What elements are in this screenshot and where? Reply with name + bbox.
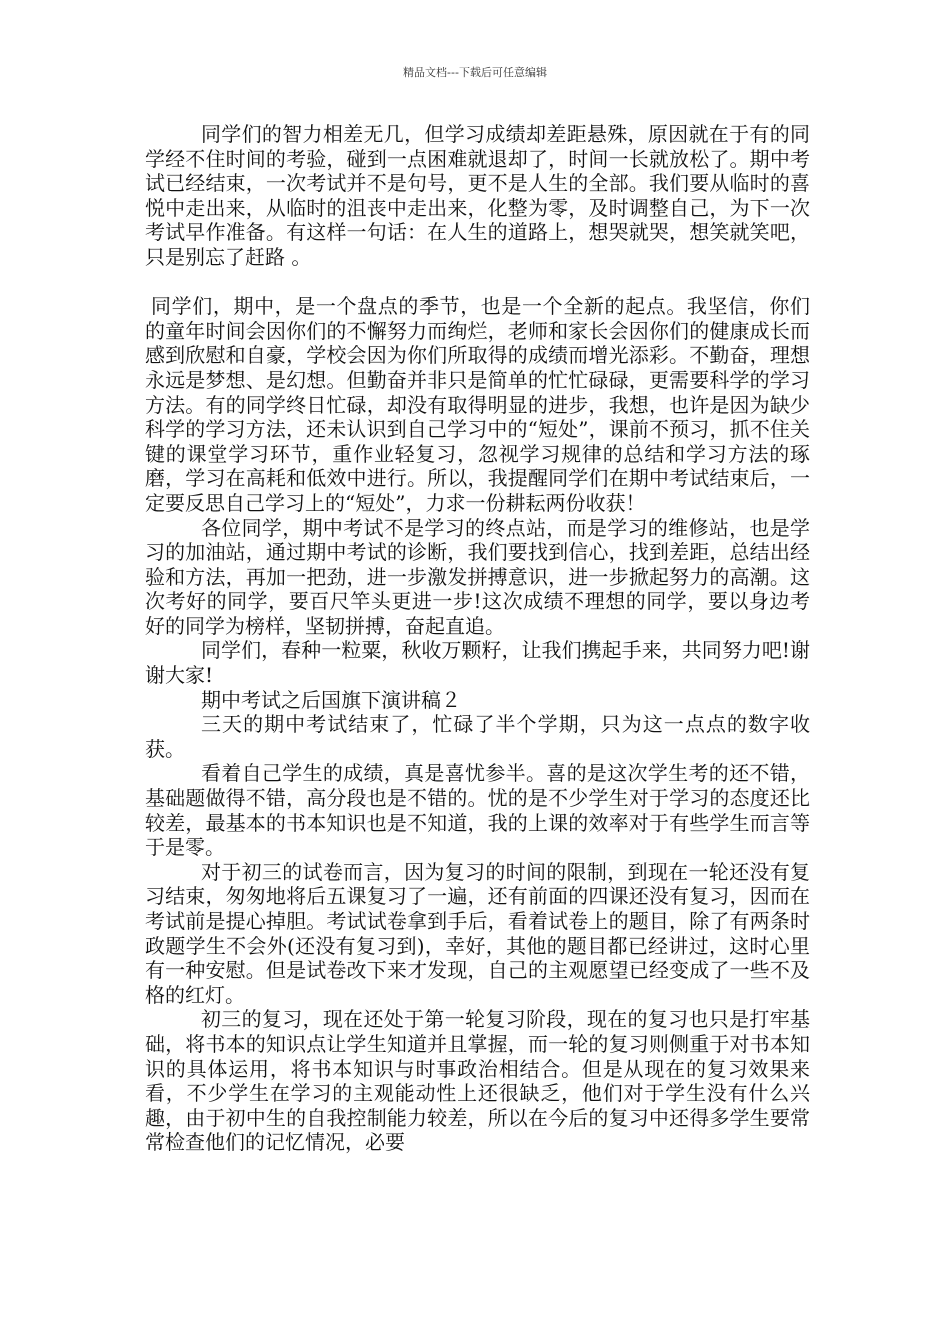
paragraph-2: 同学们，期中，是一个盘点的季节，也是一个全新的起点。我坚信，你们的童年时间会因你们的不懈努力而绚烂，老师和家长会因你们的健康成长而感到欣慰和自豪，学校会因为你们所取得的成绩而增光添彩。不勤奋，理想永远是梦想、是幻想。但勤奋并非只是简单的忙忙碌碌，更需要科学的学习方法。有的同学终日忙碌，却没有取得明显的进步，我想，也许是因为缺少科学的学习方法，还未认识到自己学习中的“短处”，课前不预习，抓不住关键的课堂学习环节，重作业轻复习，忽视学习规律的总结和学习方法的琢磨，学习在高耗和低效中进行。所以，我提醒同学们在期中考试结束后，一定要反思自己学习上的“短处”，力求一份耕耘两份收获！ (145, 294, 810, 515)
paragraph-5: 三天的期中考试结束了，忙碌了半个学期，只为这一点点的数字收获。 (145, 712, 810, 761)
paragraph-3: 各位同学，期中考试不是学习的终点站，而是学习的维修站，也是学习的加油站，通过期中考试的诊断，我们要找到信心，找到差距，总结出经验和方法，再加一把劲，进一步激发拼搏意识，进一步掀起努力的高潮。这次考好的同学，要百尺竿头更进一步!这次成绩不理想的同学，要以身边考好的同学为榜样，坚韧拼搏，奋起直追。 (145, 515, 810, 638)
paragraph-1: 同学们的智力相差无几，但学习成绩却差距悬殊，原因就在于有的同学经不住时间的考验，碰到一点困难就退却了，时间一长就放松了。期中考试已经结束，一次考试并不是句号，更不是人生的全部。我们要从临时的喜悦中走出来，从临时的沮丧中走出来，化整为零，及时调整自己，为下一次考试早作准备。有这样一句话：在人生的道路上，想哭就哭，想笑就笑吧，只是别忘了赶路 。 (145, 122, 810, 269)
paragraph-8: 初三的复习，现在还处于第一轮复习阶段，现在的复习也只是打牢基础，将书本的知识点让学生知道并且掌握，而一轮的复习则侧重于对书本知识的具体运用，将书本知识与时事政治相结合。但是从现在的复习效果来看，不少学生在学习的主观能动性上还很缺乏，他们对于学生没有什么兴趣，由于初中生的自我控制能力较差，所以在今后的复习中还得多学生要常常检查他们的记忆情况，必要 (145, 1007, 810, 1155)
paragraph-4: 同学们，春种一粒粟，秋收万颗籽，让我们携起手来，共同努力吧!谢谢大家! (145, 638, 810, 688)
page-header: 精品文档---下载后可任意编辑 (403, 66, 547, 79)
paragraph-7: 对于初三的试卷而言，因为复习的时间的限制，到现在一轮还没有复习结束，匆匆地将后五课复习了一遍，还有前面的四课还没有复习，因而在考试前是提心掉胆。考试试卷拿到手后，看着试卷上的题目，除了有两条时政题学生不会外(还没有复习到)，幸好，其他的题目都已经讲过，这时心里有一种安慰。但是试卷改下来才发现，自己的主观愿望已经变成了一些不及格的红灯。 (145, 859, 810, 1007)
paragraph-6: 看着自己学生的成绩，真是喜忧参半。喜的是这次学生考的还不错，基础题做得不错，高分段也是不错的。忧的是不少学生对于学习的态度还比较差，最基本的书本知识也是不知道，我的上课的效率对于有些学生而言等于是零。 (145, 761, 810, 860)
section-title: 期中考试之后国旗下演讲稿２ (201, 687, 461, 712)
document-body (145, 122, 810, 1155)
